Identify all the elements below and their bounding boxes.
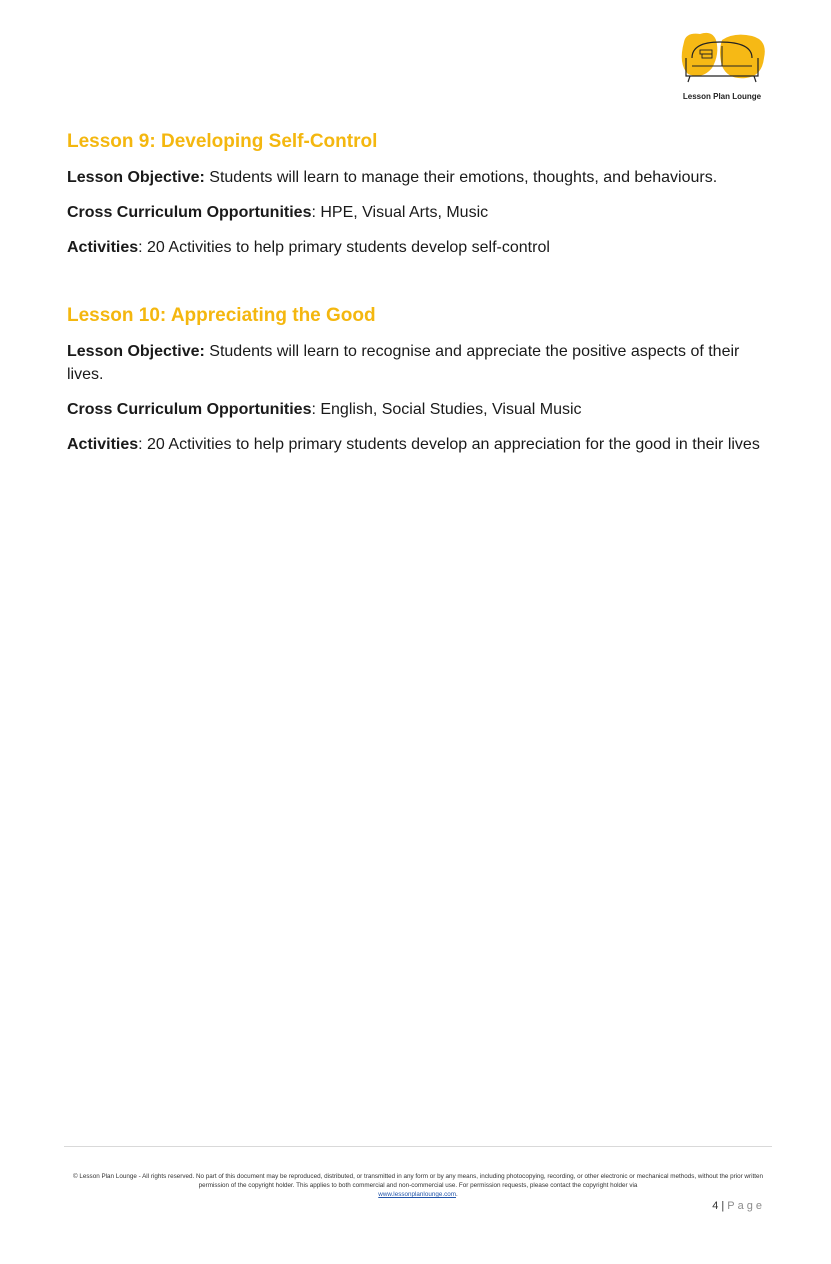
page-number bbox=[712, 1200, 765, 1212]
document-body bbox=[67, 130, 772, 501]
lesson-objective bbox=[67, 166, 772, 189]
activities-label: Activities bbox=[67, 239, 139, 256]
objective-label: Lesson Objective: bbox=[67, 169, 205, 186]
lesson-title: Lesson 10: Appreciating the Good bbox=[67, 305, 376, 326]
footer-period: . bbox=[455, 1191, 458, 1198]
lesson-section bbox=[67, 130, 772, 259]
footer-copyright bbox=[64, 1172, 772, 1199]
objective-text: Students will learn to manage their emotions, thoughts, and behaviours. bbox=[204, 169, 718, 186]
page-word: Page bbox=[727, 1200, 765, 1212]
activities bbox=[67, 433, 772, 456]
lesson-section bbox=[67, 304, 772, 456]
activities-label: Activities bbox=[67, 436, 139, 453]
page-separator: | bbox=[718, 1200, 728, 1212]
objective-text: Students will learn to recognise and appreciate the positive aspects of their lives. bbox=[67, 343, 740, 383]
couch-logo-icon bbox=[676, 28, 768, 92]
activities-text: : 20 Activities to help primary students develop an appreciation for the good in their lives bbox=[138, 436, 760, 453]
website-link[interactable]: www.lessonplanlounge.com bbox=[378, 1191, 456, 1198]
copyright-text: © Lesson Plan Lounge - All rights reserved. No part of this document may be reproduced, distributed, or transmitted in any form or by any means, including photocopying, recording, or other electronic or mechanical methods, without the prior written permission of the copyright holder. This applies to both commercial and non-commercial use. For permission requests, please contact the copyright holder via bbox=[73, 1173, 763, 1189]
cross-curriculum-text: : HPE, Visual Arts, Music bbox=[311, 204, 489, 221]
cross-curriculum-text: : English, Social Studies, Visual Music bbox=[311, 401, 582, 418]
activities-text: : 20 Activities to help primary students develop self-control bbox=[138, 239, 550, 256]
lesson-title: Lesson 9: Developing Self-Control bbox=[67, 131, 378, 152]
cross-curriculum bbox=[67, 398, 772, 421]
page-number-value: 4 bbox=[712, 1200, 719, 1212]
logo-text: Lesson Plan Lounge bbox=[682, 92, 762, 101]
footer-divider bbox=[64, 1146, 772, 1147]
cross-curriculum bbox=[67, 201, 772, 224]
logo bbox=[672, 28, 772, 106]
objective-label: Lesson Objective: bbox=[67, 343, 205, 360]
cross-curriculum-label: Cross Curriculum Opportunities bbox=[67, 204, 312, 221]
activities bbox=[67, 236, 772, 259]
lesson-objective bbox=[67, 340, 772, 386]
cross-curriculum-label: Cross Curriculum Opportunities bbox=[67, 401, 312, 418]
